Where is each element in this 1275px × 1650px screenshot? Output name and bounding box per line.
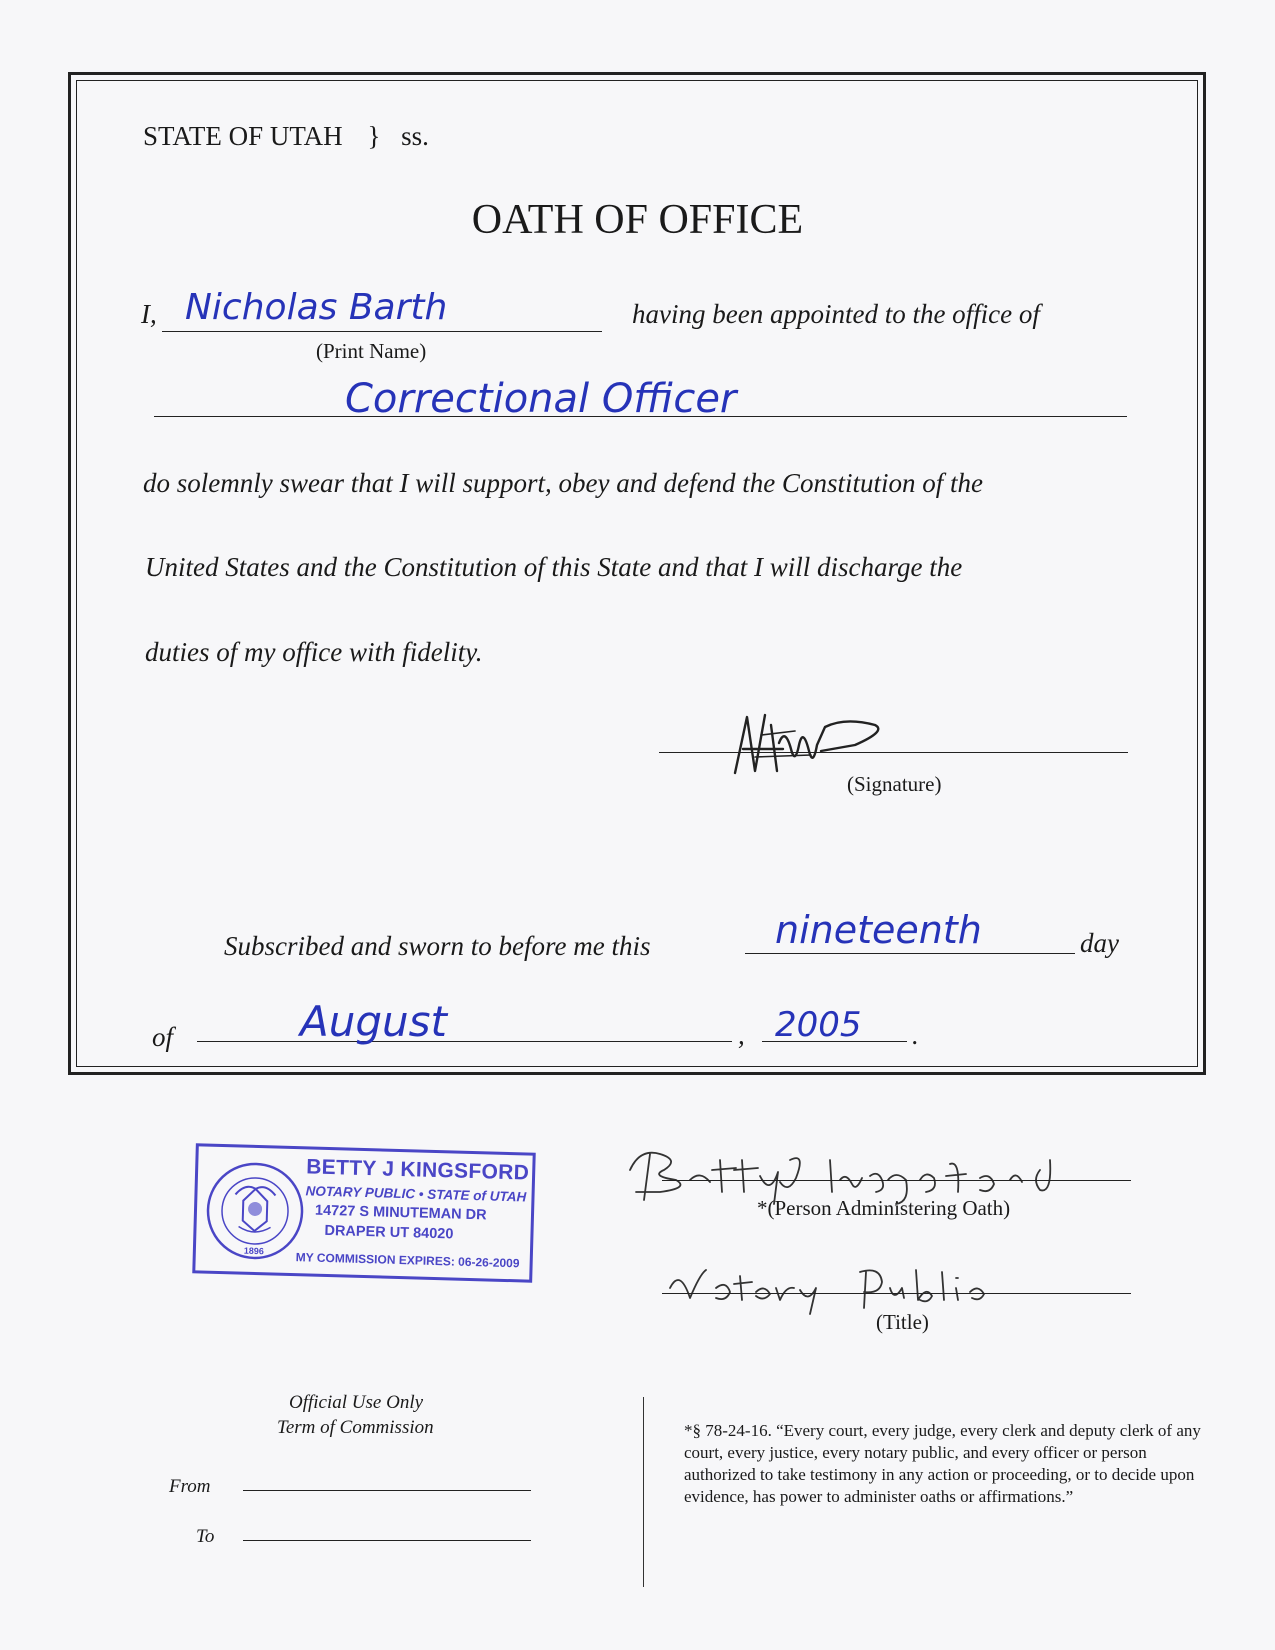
signature-line xyxy=(659,752,1128,753)
year-value[interactable]: 2005 xyxy=(775,1005,862,1045)
date-period: . xyxy=(912,1020,919,1050)
title-label: (Title) xyxy=(876,1310,929,1334)
stamp-city: DRAPER UT 84020 xyxy=(324,1222,454,1243)
seal-year: 1896 xyxy=(243,1245,265,1257)
stamp-name: BETTY J KINGSFORD xyxy=(305,1155,530,1185)
venue-header xyxy=(143,121,429,152)
office-value[interactable]: Correctional Officer xyxy=(345,376,737,422)
notary-stamp xyxy=(192,1143,535,1282)
i-prefix: I, xyxy=(141,299,157,329)
oath-line-3: duties of my office with fidelity. xyxy=(145,637,483,667)
title-line xyxy=(662,1293,1131,1294)
stamp-address: 14727 S MINUTEMAN DR xyxy=(314,1202,487,1224)
name-value[interactable]: Nicholas Barth xyxy=(185,287,448,328)
state-seal-icon xyxy=(204,1160,307,1263)
document-title: OATH OF OFFICE xyxy=(471,197,804,243)
of-label: of xyxy=(152,1022,174,1052)
administrator-label: *(Person Administering Oath) xyxy=(757,1196,1011,1220)
date-comma: , xyxy=(738,1020,745,1050)
venue-brace: } xyxy=(367,121,381,151)
stamp-title: NOTARY PUBLIC • STATE of UTAH xyxy=(305,1183,527,1205)
oath-line-1: do solemnly swear that I will support, obey and defend the Constitution of the xyxy=(143,468,983,498)
month-line xyxy=(197,1041,732,1042)
oath-line-2: United States and the Constitution of this State and that I will discharge the xyxy=(145,552,963,582)
print-name-label: (Print Name) xyxy=(316,339,427,363)
from-line[interactable] xyxy=(243,1490,531,1491)
to-line[interactable] xyxy=(243,1540,531,1541)
print-name-line xyxy=(162,331,602,332)
appointed-text: having been appointed to the office of xyxy=(632,299,1040,329)
stamp-expiry: MY COMMISSION EXPIRES: 06-26-2009 xyxy=(295,1250,520,1271)
month-value[interactable]: August xyxy=(300,997,447,1046)
footer-divider xyxy=(643,1397,644,1587)
state-label: STATE OF UTAH xyxy=(143,121,343,151)
statute-note: *§ 78-24-16. “Every court, every judge, every clerk and deputy clerk of any court, every justice, every notary public, and every officer or person authorized to take testimony in any action or proceeding, or to decide upon evidence, has power to administer oaths or affirmations.” xyxy=(684,1421,1201,1506)
term-of-commission-heading: Term of Commission xyxy=(277,1417,434,1438)
administrator-line xyxy=(662,1180,1131,1181)
notary-title-handwriting xyxy=(660,1248,1060,1318)
day-value[interactable]: nineteenth xyxy=(775,908,982,952)
day-label: day xyxy=(1080,928,1119,958)
sworn-prefix: Subscribed and sworn to before me this xyxy=(224,931,651,961)
official-use-heading: Official Use Only xyxy=(289,1392,424,1413)
ss-label: ss. xyxy=(401,121,429,151)
to-label: To xyxy=(196,1526,215,1547)
signature-label: (Signature) xyxy=(847,772,942,796)
day-line xyxy=(745,953,1075,954)
from-label: From xyxy=(169,1476,211,1497)
